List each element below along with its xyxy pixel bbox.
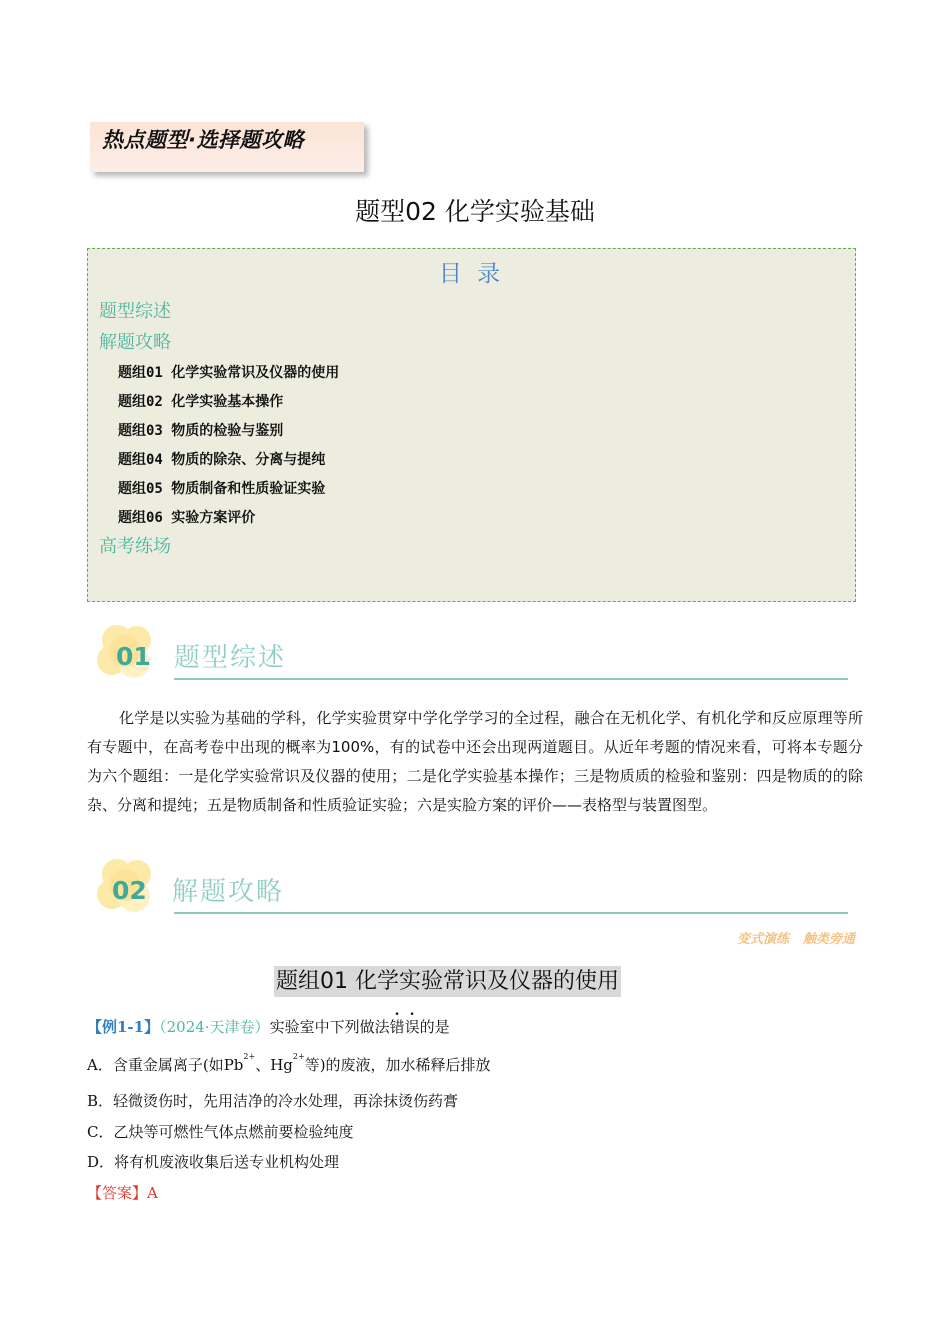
option-a-prefix: A．含重金属离子(如 [87, 1056, 224, 1074]
toc-item-group-04[interactable]: 题组04 物质的除杂、分离与提纯 [118, 452, 326, 468]
toc-item-group-06[interactable]: 题组06 实验方案评价 [118, 510, 256, 526]
section-divider [174, 912, 848, 914]
example-source: （2024·天津卷） [159, 1018, 270, 1036]
option-a-separator: 、 [255, 1056, 271, 1074]
example-tag: 【例1-1】 [87, 1018, 160, 1036]
option-d[interactable]: D．将有机废液收集后送专业机构处理 [87, 1153, 340, 1171]
toc-section-practice[interactable]: 高考练场 [99, 536, 171, 557]
stem-text-end: 的是 [419, 1018, 450, 1036]
section-header-strategy [90, 852, 860, 932]
option-b[interactable]: B．轻微烫伤时，先用洁净的冷水处理，再涂抹烫伤药膏 [87, 1092, 459, 1110]
section-number: 01 [116, 642, 151, 671]
section-divider [174, 678, 848, 680]
ion-hg-charge: 2+ [292, 1052, 305, 1061]
banner-text: 热点题型·选择题攻略 [102, 128, 304, 152]
stem-text: 实验室中下列做法 [269, 1018, 390, 1036]
toc-item-group-03[interactable]: 题组03 物质的检验与鉴别 [118, 423, 284, 439]
option-a-suffix: 等)的废液，加水稀释后排放 [304, 1056, 491, 1074]
practice-tag [0, 928, 855, 947]
group-title: 题组01 化学实验常识及仪器的使用 [274, 966, 621, 997]
table-of-contents [87, 248, 856, 602]
toc-section-strategy[interactable]: 解题攻略 [99, 332, 171, 353]
section-number: 02 [112, 876, 147, 905]
ion-pb-charge: 2+ [243, 1052, 256, 1061]
emphasis-char-1: 错 [389, 1018, 405, 1036]
ion-pb: Pb [223, 1056, 244, 1074]
option-c[interactable]: C．乙炔等可燃性气体点燃前要检验纯度 [87, 1123, 354, 1141]
toc-item-group-05[interactable]: 题组05 物质制备和性质验证实验 [118, 481, 326, 497]
page-title: 题型02 化学实验基础 [355, 197, 595, 226]
option-a[interactable] [87, 1054, 491, 1075]
toc-item-group-02[interactable]: 题组02 化学实验基本操作 [118, 394, 284, 410]
section-label: 解题攻略 [172, 877, 285, 907]
topic-banner [90, 122, 364, 172]
example-stem [87, 1016, 450, 1037]
emphasis-char-2: 误 [404, 1018, 420, 1036]
answer: 【答案】A [87, 1184, 158, 1202]
section-header-overview [90, 618, 860, 698]
practice-tag-b: 触类旁通 [802, 932, 855, 947]
section-label: 题型综述 [174, 643, 287, 673]
ion-hg: Hg [270, 1056, 293, 1074]
toc-section-overview[interactable]: 题型综述 [99, 301, 171, 322]
toc-item-group-01[interactable]: 题组01 化学实验常识及仪器的使用 [118, 365, 340, 381]
overview-paragraph: 化学是以实验为基础的学科，化学实验贯穿中学化学学习的全过程，融合在无机化学、有机化学和反应原理等所有专题中，在高考卷中出现的概率为100%，有的试卷中还会出现两道题目。从近年考题的情况来看，可将本专题分为六个题组：一是化学实验常识及仪器的使用；二是化学实验基本操作；三是物质质的检验和鉴别：四是物质的的除杂、分离和提纯；五是物质制备和性质验证实验；六是实脸方案的评价——表格型与装置图型。 [87, 709, 863, 814]
practice-tag-a: 变式演练 [736, 932, 789, 947]
toc-title: 目 录 [438, 261, 505, 287]
